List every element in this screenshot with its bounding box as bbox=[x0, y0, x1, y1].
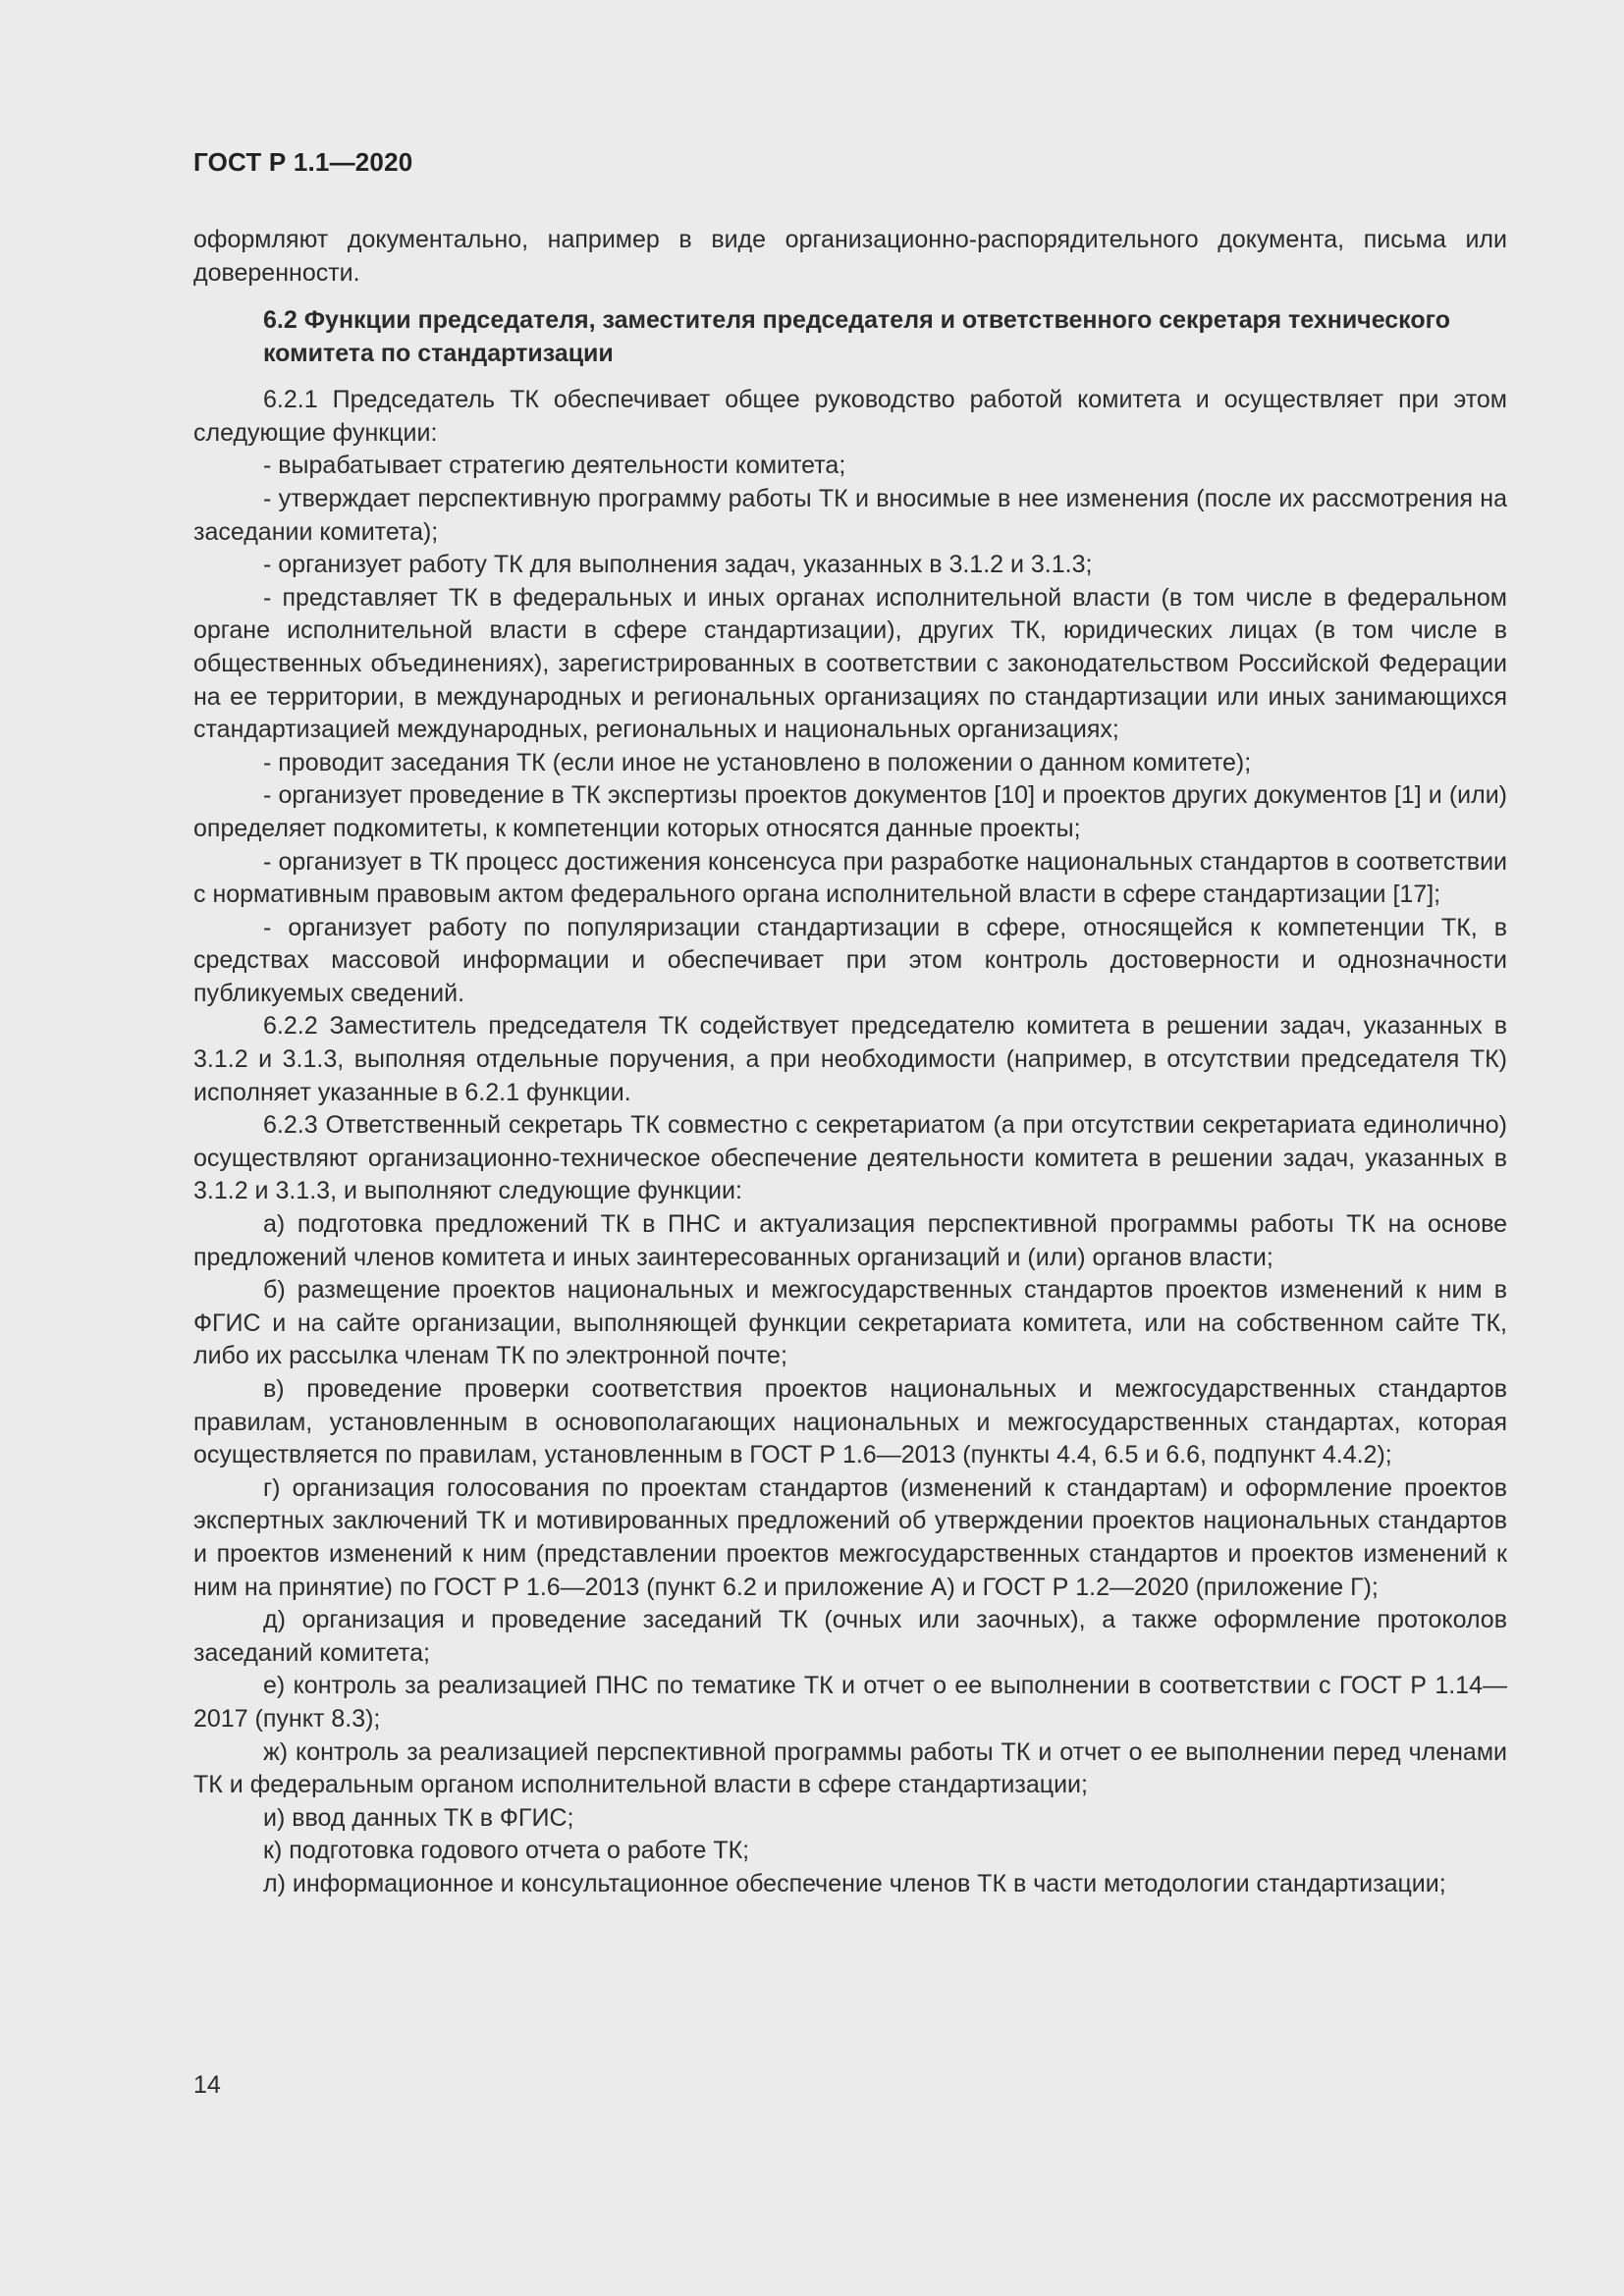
list-item: к) подготовка годового отчета о работе ТК; bbox=[263, 1837, 750, 1865]
list-item: - организует работу ТК для выполнения задач, указанных в 3.1.2 и 3.1.3; bbox=[263, 551, 1093, 579]
list-item: в) проведение проверки соответствия проектов национальных и межгосударственных стандартов правилам, установленным в основополагающих национальных и межгосударственных стандартах, которая осуществляется по правилам, установленным в ГОСТ Р 1.6—2013 (пункты 4.4, 6.5 и 6.6, подпункт 4.4.2); bbox=[193, 1375, 1507, 1469]
list-item: е) контроль за реализацией ПНС по тематике ТК и отчет о ее выполнении в соответствии с ГОСТ Р 1.14—2017 (пункт 8.3); bbox=[193, 1672, 1507, 1733]
list-item: - вырабатывает стратегию деятельности комитета; bbox=[263, 452, 846, 480]
list-item: и) ввод данных ТК в ФГИС; bbox=[263, 1803, 574, 1832]
list-item: - организует в ТК процесс достижения консенсуса при разработке национальных стандартов в соответствии с нормативным правовым актом федерального органа исполнительной власти в сфере стандартизации [17]; bbox=[193, 847, 1507, 909]
paragraph-6-2-1: 6.2.1 Председатель ТК обеспечивает общее руководство работой комитета и осуществляет при этом следующие функции: bbox=[193, 386, 1507, 447]
paragraph-6-2-3: 6.2.3 Ответственный секретарь ТК совместно с секретариатом (а при отсутствии секретариата единолично) осуществляют организационно-техническое обеспечение деятельности комитета в решении задач, указанных в 3.1.2 и 3.1.3, и выполняют следующие функции: bbox=[193, 1111, 1507, 1205]
list-item: а) подготовка предложений ТК в ПНС и актуализация перспективной программы работы ТК на основе предложений членов комитета и иных заинтересованных организаций и (или) органов власти; bbox=[193, 1210, 1507, 1271]
section-heading: 6.2 Функции председателя, заместителя председателя и ответственного секретаря технического комитета по стандартизации bbox=[263, 306, 1450, 368]
list-item: г) организация голосования по проектам стандартов (изменений к стандартам) и оформление проектов экспертных заключений ТК и мотивированных предложений об утверждении проектов национальных стандартов и проектов изменений к ним (представлении проектов межгосударственных стандартов и проектов изменений к ним на принятие) по ГОСТ Р 1.6—2013 (пункт 6.2 и приложение А) и ГОСТ Р 1.2—2020 (приложение Г); bbox=[193, 1473, 1507, 1601]
list-item: д) организация и проведение заседаний ТК (очных или заочных), а также оформление протоколов заседаний комитета; bbox=[193, 1606, 1507, 1667]
document-header: ГОСТ Р 1.1—2020 bbox=[193, 147, 413, 177]
list-item: - утверждает перспективную программу работы ТК и вносимые в нее изменения (после их рассмотрения на заседании комитета); bbox=[193, 484, 1507, 546]
list-item: б) размещение проектов национальных и межгосударственных стандартов проектов изменений к ним в ФГИС и на сайте организации, выполняющей функции секретариата комитета, или на собственном сайте ТК, либо их рассылка членам ТК по электронной почте; bbox=[193, 1276, 1507, 1370]
list-item: - организует проведение в ТК экспертизы проектов документов [10] и проектов других документов [1] и (или) определяет подкомитеты, к компетенции которых относятся данные проекты; bbox=[193, 781, 1507, 842]
list-item: ж) контроль за реализацией перспективной программы работы ТК и отчет о ее выполнении перед членами ТК и федеральным органом исполнительной власти в сфере стандартизации; bbox=[193, 1737, 1507, 1799]
list-item: - проводит заседания ТК (если иное не установлено в положении о данном комитете); bbox=[263, 748, 1252, 776]
paragraph-6-2-2: 6.2.2 Заместитель председателя ТК содействует председателю комитета в решении задач, указанных в 3.1.2 и 3.1.3, выполняя отдельные поручения, а при необходимости (например, в отсутствии председателя ТК) исполняет указанные в 6.2.1 функции. bbox=[193, 1012, 1507, 1106]
paragraph-continuation: оформляют документально, например в виде организационно-распорядительного документа, письма или доверенности. bbox=[193, 226, 1507, 287]
list-item: - организует работу по популяризации стандартизации в сфере, относящейся к компетенции ТК, в средствах массовой информации и обеспечивает при этом контроль достоверности и однозначности публикуемых сведений. bbox=[193, 913, 1507, 1007]
list-item: - представляет ТК в федеральных и иных органах исполнительной власти (в том числе в федеральном органе исполнительной власти в сфере стандартизации), других ТК, юридических лицах (в том числе в общественных объединениях), зарегистрированных в соответствии с законодательством Российской Федерации на ее территории, в международных и региональных организациях по стандартизации или иных занимающихся стандартизацией международных, региональных и национальных организациях; bbox=[193, 583, 1507, 744]
list-item: л) информационное и консультационное обеспечение членов ТК в части методологии стандартизации; bbox=[263, 1869, 1446, 1897]
page-number: 14 bbox=[193, 2071, 221, 2099]
document-body bbox=[193, 224, 1507, 1901]
